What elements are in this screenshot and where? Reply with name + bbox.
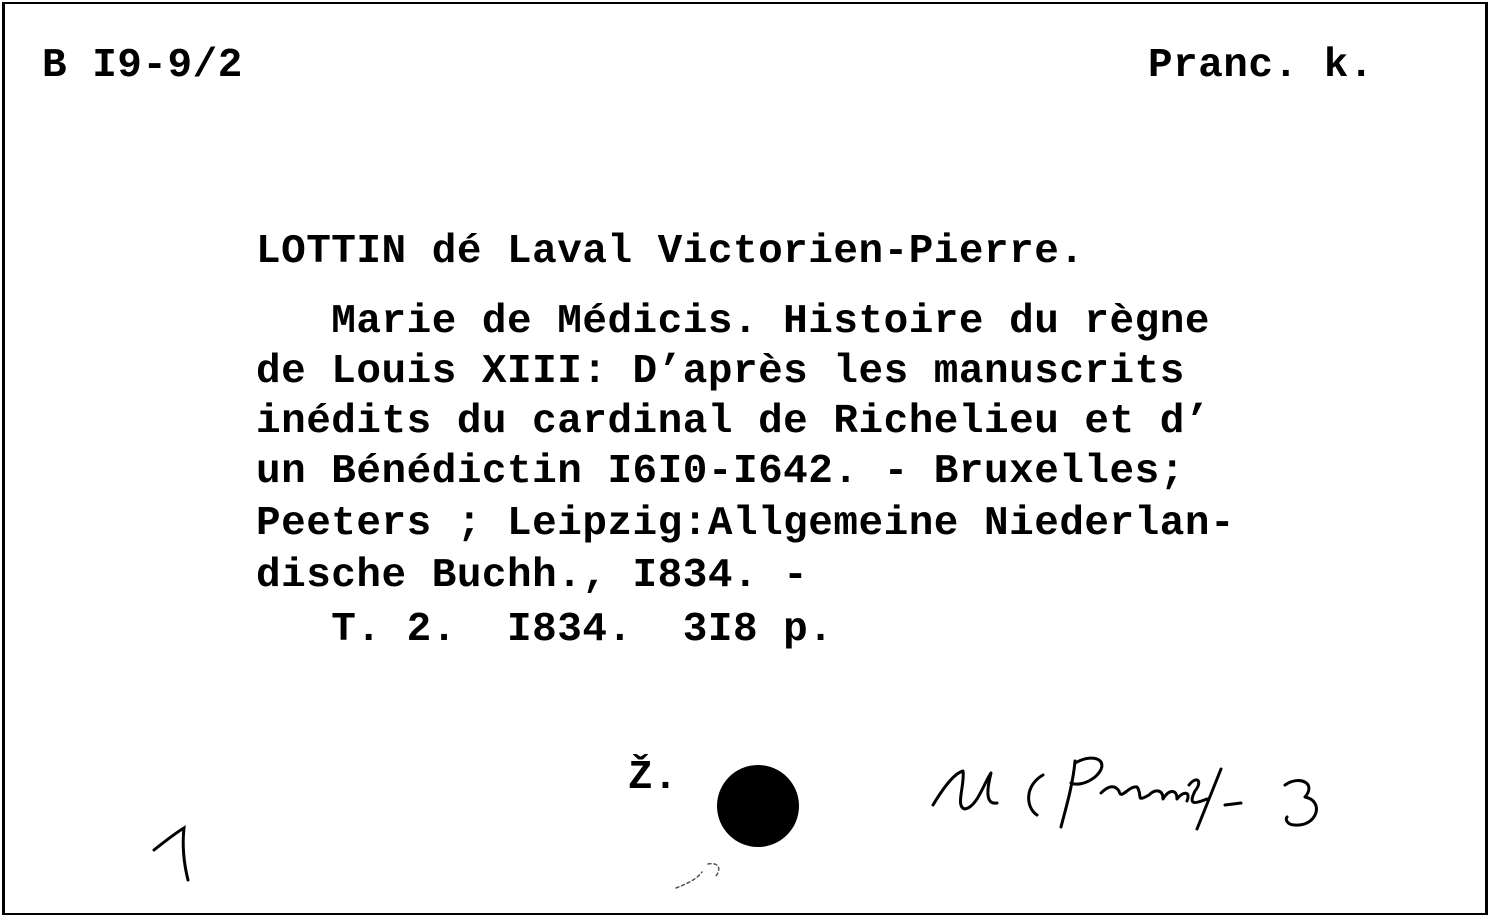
- description-line: de Louis XIII: D’après les manuscrits: [256, 349, 1185, 395]
- description-line: T. 2. I834. 3I8 p.: [256, 607, 834, 653]
- description-line: inédits du cardinal de Richelieu et d’: [256, 399, 1210, 445]
- stamp-letter: Ž.: [628, 755, 679, 801]
- punch-hole-icon: [717, 765, 799, 847]
- description-line: Peeters ; Leipzig:Allgemeine Niederlan-: [256, 501, 1236, 547]
- shelfmark: B I9-9/2: [42, 43, 243, 89]
- handwritten-count-icon: [150, 822, 210, 892]
- description-line: dische Buchh., I834. -: [256, 553, 809, 599]
- description-line: un Bénédictin I6I0-I642. - Bruxelles;: [256, 449, 1185, 495]
- collection-code: Pranc. k.: [1148, 43, 1374, 89]
- author-heading: LOTTIN dé Laval Victorien-Pierre.: [256, 229, 1085, 275]
- handwritten-annotation-icon: [925, 745, 1345, 845]
- description-line: Marie de Médicis. Histoire du règne: [256, 299, 1210, 345]
- pencil-mark-icon: [672, 858, 732, 898]
